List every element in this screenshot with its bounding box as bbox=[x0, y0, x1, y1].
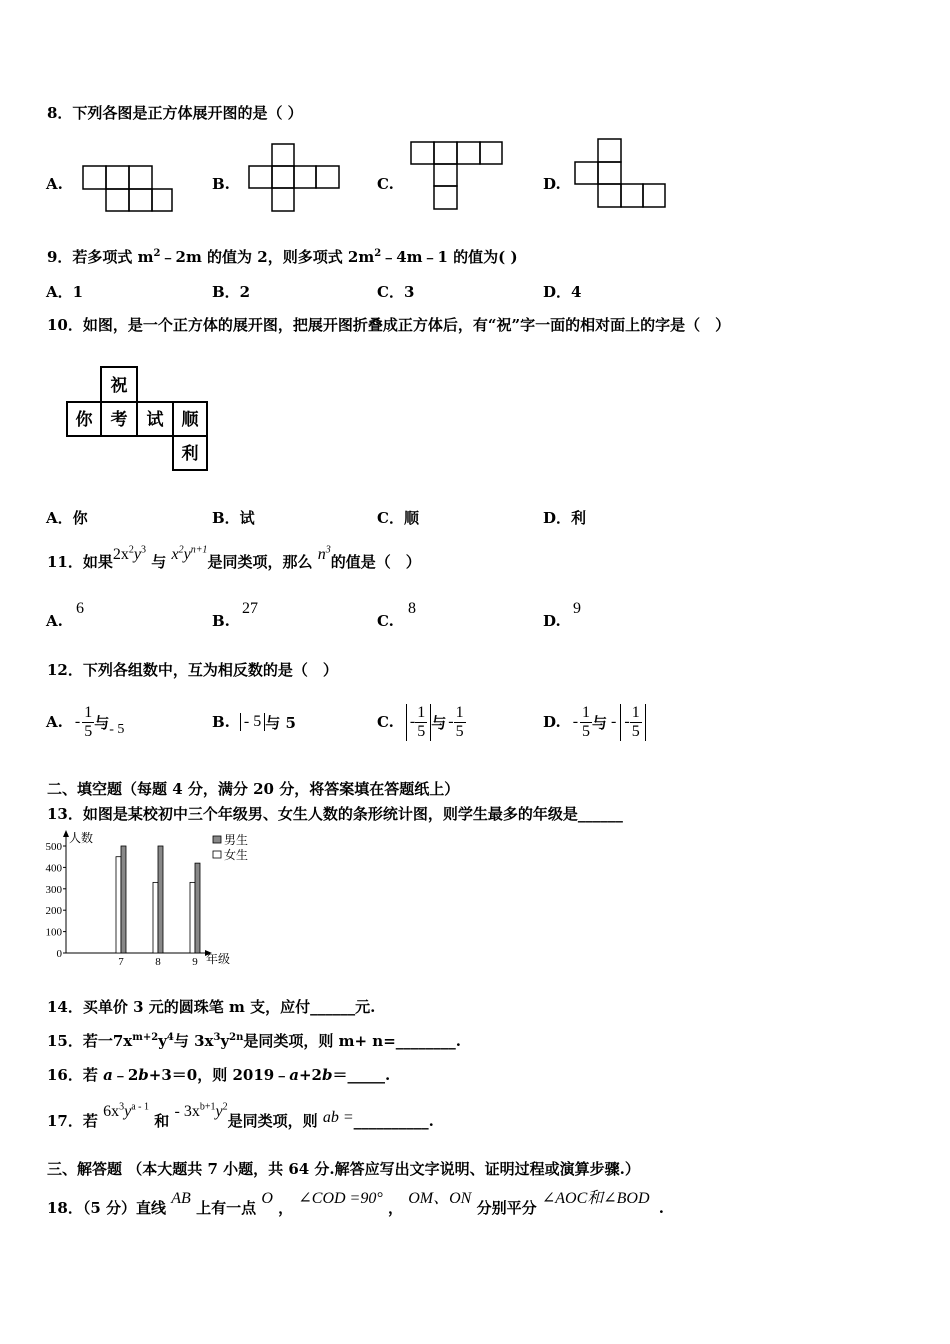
q9-option-a: A．1 bbox=[46, 283, 84, 301]
q9-text: 9．若多项式 $m^2﹣2m$ 的值为 2，则多项式 $2m^2﹣4m﹣1$ 的值为( ) bbox=[47, 248, 518, 266]
net-char-kao: 考 bbox=[110, 410, 128, 429]
q8-option-c-label: C. bbox=[377, 175, 394, 193]
net-char-zhu: 祝 bbox=[110, 376, 128, 395]
x-axis-label: 年级 bbox=[206, 952, 231, 966]
bar-female-grade-9 bbox=[190, 882, 195, 953]
section3-heading: 三、解答题 （本大题共 7 小题，共 64 分.解答应写出文字说明、证明过程或演算步骤.） bbox=[47, 1160, 640, 1178]
q8-text: 8．下列各图是正方体展开图的是（ ） bbox=[47, 104, 303, 122]
q9-option-d: D．4 bbox=[543, 283, 582, 301]
q13-bar-chart bbox=[40, 828, 250, 970]
bar-male-grade-7 bbox=[121, 846, 126, 953]
q8-net-a bbox=[80, 164, 175, 214]
y-tick-label: 400 bbox=[45, 862, 62, 875]
q10-text: 10．如图，是一个正方体的展开图，把展开图折叠成正方体后，有“祝”字一面的相对面上的字是（ ） bbox=[47, 316, 731, 334]
net-char-shun: 顺 bbox=[181, 410, 199, 429]
legend-label-male: 男生 bbox=[224, 833, 249, 847]
q11-option-b-label: B. bbox=[212, 612, 230, 630]
q11-option-c-value: 8 bbox=[408, 600, 416, 617]
q12-option-a: A. - $\frac{1}{5}$ 与 - 5 bbox=[46, 703, 125, 740]
q11-option-b-value: 27 bbox=[242, 600, 258, 617]
q10-cube-net bbox=[64, 364, 212, 474]
q8-option-a-label: A. bbox=[46, 175, 63, 193]
y-tick-label: 300 bbox=[45, 883, 62, 896]
bar-male-grade-8 bbox=[158, 846, 163, 953]
q10-option-d: D．利 bbox=[543, 509, 587, 527]
q15-text: 15．若一$7x^{m+2}y^4$与 $3x^3y^{2n}$是同类项，则 m+ n=________. bbox=[47, 1032, 461, 1050]
q13-text: 13．如图是某校初中三个年级男、女生人数的条形统计图，则学生最多的年级是______ bbox=[47, 805, 623, 823]
q18-text: 18．（5 分）直线 AB 上有一点 O ， ∠COD =90° ， OM、ON 分别平分 ∠AOC和∠BOD . bbox=[47, 1190, 665, 1217]
q8-option-d-label: D. bbox=[543, 175, 561, 193]
q9-option-b: B．2 bbox=[212, 283, 251, 301]
legend-swatch-male bbox=[213, 836, 221, 843]
bar-female-grade-7 bbox=[116, 857, 121, 953]
section2-heading: 二、填空题（每题 4 分，满分 20 分，将答案填在答题纸上） bbox=[47, 780, 460, 798]
x-tick-label: 7 bbox=[118, 956, 124, 968]
y-tick-label: 200 bbox=[45, 905, 62, 918]
q8-option-b-label: B. bbox=[212, 175, 230, 193]
y-tick-label: 0 bbox=[56, 948, 62, 960]
q17-text: 17．若 $6x^3y^{a - 1}$ 和 - $3x^{b+1}y^2$是同类项，则 ab =__________. bbox=[47, 1101, 434, 1130]
net-char-ni: 你 bbox=[75, 410, 93, 429]
x-tick-label: 8 bbox=[155, 956, 161, 968]
q8-net-d bbox=[573, 137, 669, 211]
q10-option-a: A．你 bbox=[46, 509, 88, 527]
q12-option-d: D. - $\frac{1}{5}$ 与 - - $\frac{1}{5}$ bbox=[543, 694, 646, 750]
q8-net-c bbox=[409, 140, 505, 212]
y-axis-label: 人数 bbox=[69, 831, 94, 845]
y-tick-label: 500 bbox=[45, 841, 62, 853]
q12-text: 12．下列各组数中，互为相反数的是（ ） bbox=[47, 661, 338, 679]
net-char-shi: 试 bbox=[146, 410, 164, 429]
q8-net-b bbox=[246, 142, 342, 214]
q10-option-b: B．试 bbox=[212, 509, 255, 527]
q11-option-a-value: 6 bbox=[76, 600, 84, 617]
q11-option-d-label: D. bbox=[543, 612, 561, 630]
bar-male-grade-9 bbox=[195, 863, 200, 953]
q11-option-a-label: A. bbox=[46, 612, 63, 630]
q11-text: 11．如果$2x^2y^3$ 与 $x^2y^{n+1}$是同类项，那么 $n^3$的值是（ ） bbox=[47, 544, 421, 571]
q10-option-c: C．顺 bbox=[377, 509, 419, 527]
legend-swatch-female bbox=[213, 851, 221, 858]
net-char-li: 利 bbox=[181, 444, 199, 463]
q16-text: 16．若 a﹣2b+3＝0，则 2019﹣a+2b＝_____. bbox=[47, 1066, 391, 1084]
x-tick-label: 9 bbox=[192, 956, 198, 968]
y-tick-label: 100 bbox=[45, 926, 62, 939]
q11-option-c-label: C. bbox=[377, 612, 394, 630]
bar-female-grade-8 bbox=[153, 882, 158, 953]
legend-label-female: 女生 bbox=[224, 848, 249, 862]
q12-option-c: C. - $\frac{1}{5}$ 与 - $\frac{1}{5}$ bbox=[377, 703, 464, 740]
q9-option-c: C．3 bbox=[377, 283, 415, 301]
q14-text: 14．买单价 3 元的圆珠笔 m 支，应付______元. bbox=[47, 998, 376, 1016]
q12-option-b: B. - 5 与 5 bbox=[212, 713, 296, 732]
q11-option-d-value: 9 bbox=[573, 600, 581, 617]
